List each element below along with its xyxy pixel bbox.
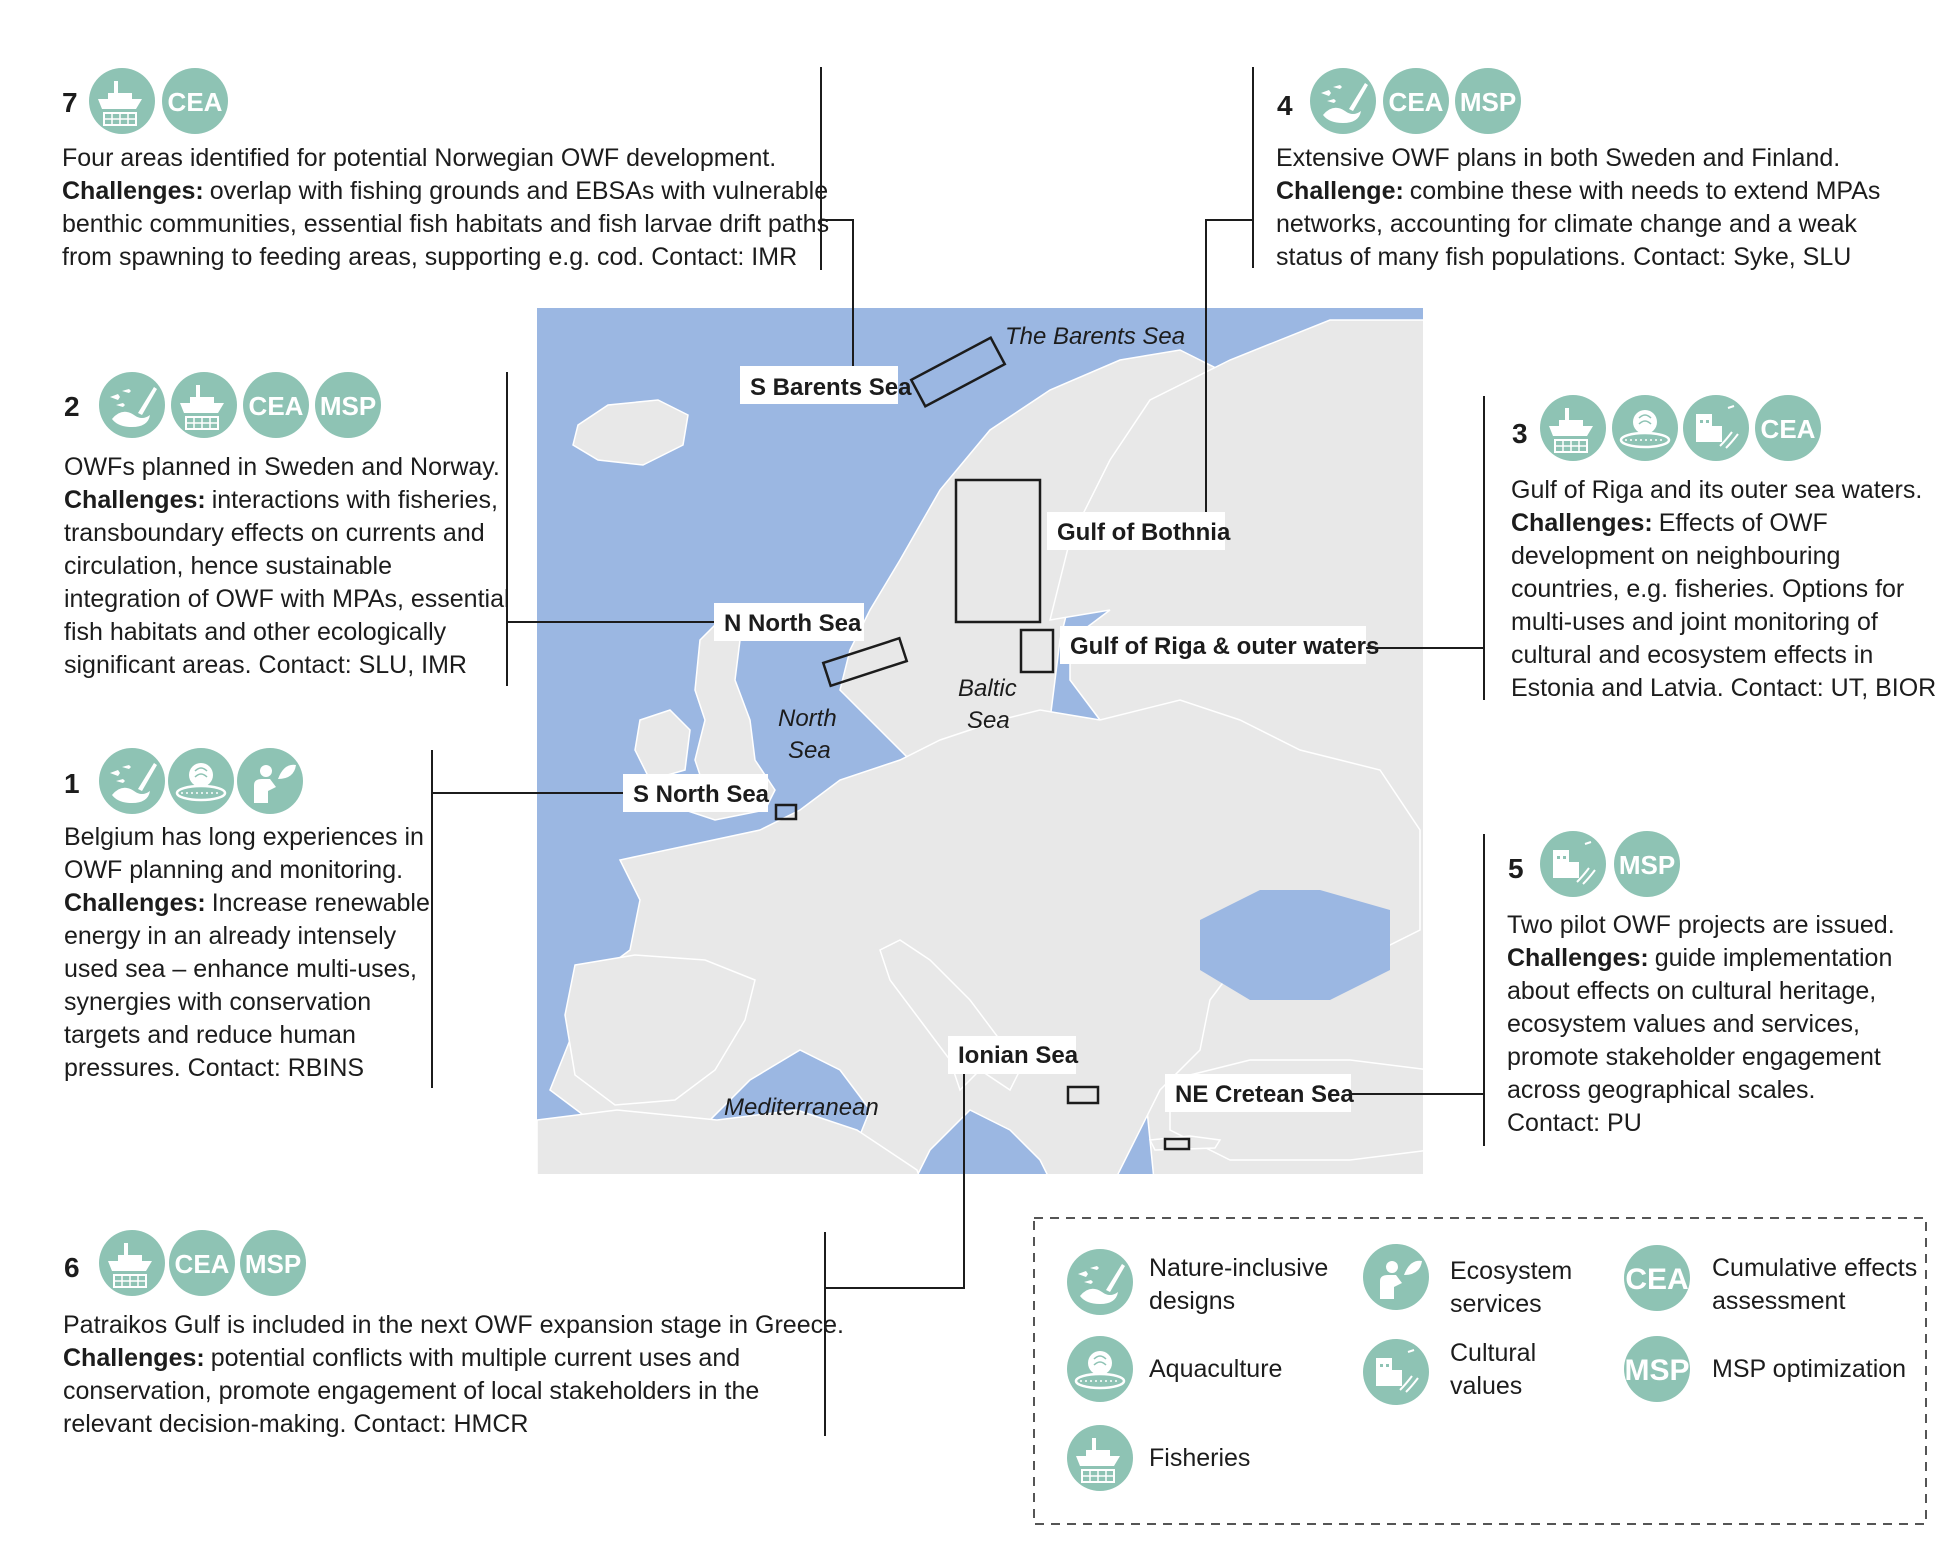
case-5 [1507, 831, 1902, 1137]
case-text: Patraikos Gulf is included in the next OWF expansion stage in Greece. Challenges: potential conflicts with multiple current uses and conservation, promote engagement of local stakeholders in the relevant decision-making. Contact: HMCR [63, 1311, 844, 1438]
cea-badge: CEA [1388, 87, 1444, 117]
msp-badge: MSP [244, 1249, 302, 1279]
nature-inclusive-icon [99, 372, 165, 438]
legend-cult-2: values [1450, 1372, 1523, 1400]
legend-cea-2: assessment [1712, 1287, 1846, 1315]
case-4 [1276, 68, 1887, 271]
legend-aquaculture: Aquaculture [1149, 1355, 1283, 1383]
sea-label-baltic-1: Baltic [958, 675, 1017, 702]
aquaculture-icon [168, 748, 234, 814]
case-number: 4 [1277, 90, 1293, 121]
legend-msp-badge: MSP [1624, 1354, 1690, 1387]
site-label-gulf-bothnia: Gulf of Bothnia [1057, 519, 1231, 546]
sea-label-barents: The Barents Sea [1005, 323, 1186, 350]
legend-msp: MSP optimization [1712, 1355, 1907, 1383]
case-text: Gulf of Riga and its outer sea waters. Challenges: Effects of OWF development on neighbouring countries, e.g. fisheries. Options for multi-uses and joint monitoring of cultural and ecosystem effects in Estonia and Latvia. Contact: UT, BIOR [1511, 476, 1937, 702]
site-label-ne-cretan: NE Cretean Sea [1175, 1081, 1354, 1108]
legend-nature-2: designs [1149, 1287, 1236, 1315]
case-number: 3 [1512, 418, 1528, 449]
site-label-gulf-riga: Gulf of Riga & outer waters [1070, 633, 1380, 660]
fisheries-icon [99, 1230, 165, 1296]
nature-inclusive-icon [1310, 68, 1376, 134]
aquaculture-icon [1612, 395, 1678, 461]
ecosystem-services-icon [1363, 1244, 1429, 1310]
fisheries-icon [171, 372, 237, 438]
case-text: Extensive OWF plans in both Sweden and Finland. Challenge: combine these with needs to extend MPAs networks, accounting for climate change and a weak status of many fish populations. Contact: Syke, SLU [1276, 144, 1881, 271]
cultural-values-icon [1540, 831, 1606, 897]
fisheries-icon [1540, 395, 1606, 461]
case-number: 6 [64, 1252, 80, 1283]
cultural-values-icon [1363, 1339, 1429, 1405]
site-label-ionian: Ionian Sea [958, 1042, 1079, 1069]
nature-inclusive-icon [1067, 1249, 1133, 1315]
legend [1034, 1218, 1926, 1524]
case-number: 1 [64, 768, 80, 799]
cea-badge: CEA [1760, 414, 1816, 444]
case-text: Four areas identified for potential Norwegian OWF development. Challenges: overlap with fishing grounds and EBSAs with vulnerable benthic communities, essential fish habitats and fish larvae drift paths from spawning to feeding areas, supporting e.g. cod. Contact: IMR [62, 144, 830, 271]
case-3 [1511, 395, 1936, 702]
msp-badge: MSP [1459, 87, 1517, 117]
case-text: Two pilot OWF projects are issued. Challenges: guide implementation about effects on cultural heritage, ecosystem values and services, promote stakeholder engagement across geographical scales. Contact: PU [1507, 911, 1895, 1137]
legend-nature-1: Nature-inclusive [1149, 1254, 1329, 1282]
legend-eco-2: services [1450, 1290, 1542, 1318]
case-text: Belgium has long experiences in OWF planning and monitoring. Challenges: Increase renewable energy in an already intensely used sea – enhance multi-uses, synergies with conservation targets and reduce human pressures. Contact: RBINS [64, 823, 430, 1082]
map [537, 308, 1480, 1240]
case-number: 2 [64, 391, 80, 422]
sea-label-mediterranean: Mediterranean [724, 1094, 879, 1121]
sea-label-baltic-2: Sea [967, 707, 1010, 734]
site-label-s-north-sea: S North Sea [633, 781, 770, 808]
case-number: 5 [1508, 853, 1524, 884]
site-label-n-north-sea: N North Sea [724, 610, 862, 637]
msp-badge: MSP [1618, 850, 1676, 880]
cea-badge: CEA [174, 1249, 230, 1279]
aquaculture-icon [1067, 1336, 1133, 1402]
cultural-values-icon [1683, 395, 1749, 461]
black-sea [1200, 890, 1390, 1000]
sea-label-north-sea-2: Sea [788, 737, 831, 764]
case-6 [63, 1230, 851, 1438]
msp-badge: MSP [319, 391, 377, 421]
fisheries-icon [89, 68, 155, 134]
sea-label-north-sea-1: North [778, 705, 837, 732]
legend-eco-1: Ecosystem [1450, 1257, 1573, 1285]
cea-badge: CEA [167, 87, 223, 117]
cea-badge: CEA [248, 391, 304, 421]
fisheries-icon [1067, 1425, 1133, 1491]
case-text: OWFs planned in Sweden and Norway. Challenges: interactions with fisheries, transboundary effects on currents and circulation, hence sustainable integration of OWF with MPAs, essential fish habitats and other ecologically significant areas. Contact: SLU, IMR [64, 453, 510, 679]
case-7 [62, 68, 836, 271]
legend-cea-1: Cumulative effects [1712, 1254, 1918, 1282]
site-label-s-barents: S Barents Sea [750, 374, 912, 401]
case-number: 7 [62, 87, 78, 118]
legend-fisheries: Fisheries [1149, 1444, 1251, 1472]
ecosystem-services-icon [237, 748, 303, 814]
case-2 [64, 372, 517, 679]
nature-inclusive-icon [99, 748, 165, 814]
case-1 [64, 748, 437, 1082]
legend-cea-badge: CEA [1625, 1263, 1689, 1296]
legend-cult-1: Cultural [1450, 1339, 1537, 1367]
